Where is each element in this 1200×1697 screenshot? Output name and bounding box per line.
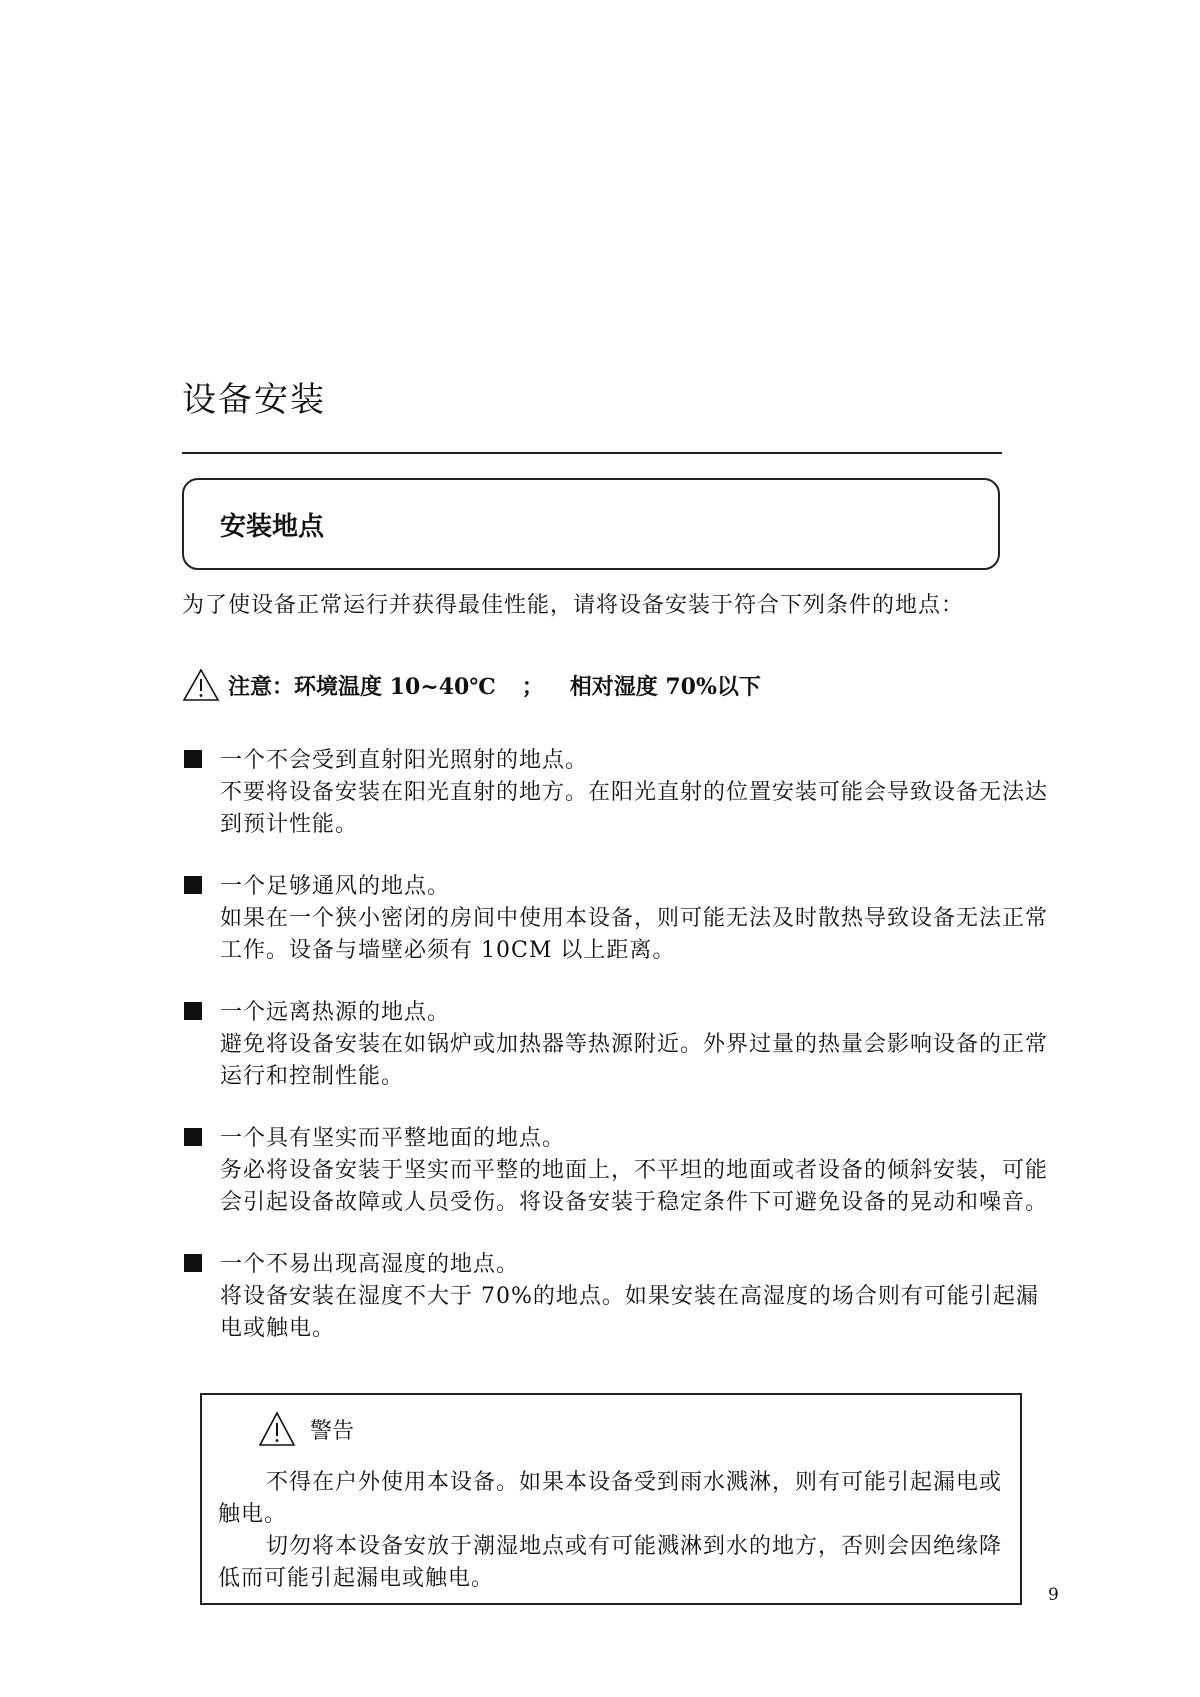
list-item xyxy=(182,1249,1062,1345)
item-body: 如果在一个狭小密闭的房间中使用本设备，则可能无法及时散热导致设备无法正常工作。设备与墙壁必须有 10CM 以上距离。 xyxy=(220,906,1049,963)
square-bullet-icon xyxy=(184,1002,202,1020)
section-title: 安装地点 xyxy=(220,512,325,542)
caution-temperature: 注意：环境温度 10~40℃ xyxy=(228,673,496,700)
square-bullet-icon xyxy=(184,1128,202,1146)
item-body: 将设备安装在湿度不大于 70%的地点。如果安装在高湿度的场合则有可能引起漏电或触电。 xyxy=(220,1284,1039,1341)
warning-body xyxy=(218,1467,1008,1595)
caution-line xyxy=(182,668,761,702)
item-heading: 一个足够通风的地点。 xyxy=(220,874,451,899)
item-heading: 一个不会受到直射阳光照射的地点。 xyxy=(220,748,589,773)
page-number: 9 xyxy=(1048,1585,1059,1605)
list-item xyxy=(182,1123,1062,1219)
warning-paragraph: 不得在户外使用本设备。如果本设备受到雨水溅淋，则有可能引起漏电或触电。 xyxy=(218,1470,1003,1527)
square-bullet-icon xyxy=(184,1254,202,1272)
list-item xyxy=(182,871,1062,967)
square-bullet-icon xyxy=(184,750,202,768)
warning-header xyxy=(258,1411,354,1447)
page-title: 设备安装 xyxy=(182,380,326,420)
intro-text: 为了使设备正常运行并获得最佳性能，请将设备安装于符合下列条件的地点： xyxy=(182,593,965,618)
item-body: 避免将设备安装在如锅炉或加热器等热源附近。外界过量的热量会影响设备的正常运行和控制性能。 xyxy=(220,1032,1049,1089)
item-heading: 一个具有坚实而平整地面的地点。 xyxy=(220,1126,566,1151)
list-item xyxy=(182,997,1062,1093)
item-heading: 一个远离热源的地点。 xyxy=(220,1000,451,1025)
list-item xyxy=(182,745,1062,841)
item-body: 不要将设备安装在阳光直射的地方。在阳光直射的位置安装可能会导致设备无法达到预计性能。 xyxy=(220,780,1049,837)
warning-paragraph: 切勿将本设备安放于潮湿地点或有可能溅淋到水的地方，否则会因绝缘降低而可能引起漏电或触电。 xyxy=(218,1534,1003,1591)
title-divider xyxy=(182,452,1002,454)
warning-title: 警告 xyxy=(310,1418,355,1444)
warning-triangle-icon xyxy=(258,1411,296,1447)
location-requirements-list xyxy=(182,745,1062,1375)
caution-humidity: 相对湿度 70%以下 xyxy=(569,673,761,700)
warning-box xyxy=(200,1393,1022,1605)
caution-separator: ； xyxy=(521,673,544,700)
square-bullet-icon xyxy=(184,876,202,894)
item-body: 务必将设备安装于坚实而平整的地面上，不平坦的地面或者设备的倾斜安装，可能会引起设备故障或人员受伤。将设备安装于稳定条件下可避免设备的晃动和噪音。 xyxy=(220,1158,1049,1215)
section-header-box xyxy=(182,478,1000,570)
warning-triangle-icon xyxy=(182,668,220,702)
item-heading: 一个不易出现高湿度的地点。 xyxy=(220,1252,520,1277)
